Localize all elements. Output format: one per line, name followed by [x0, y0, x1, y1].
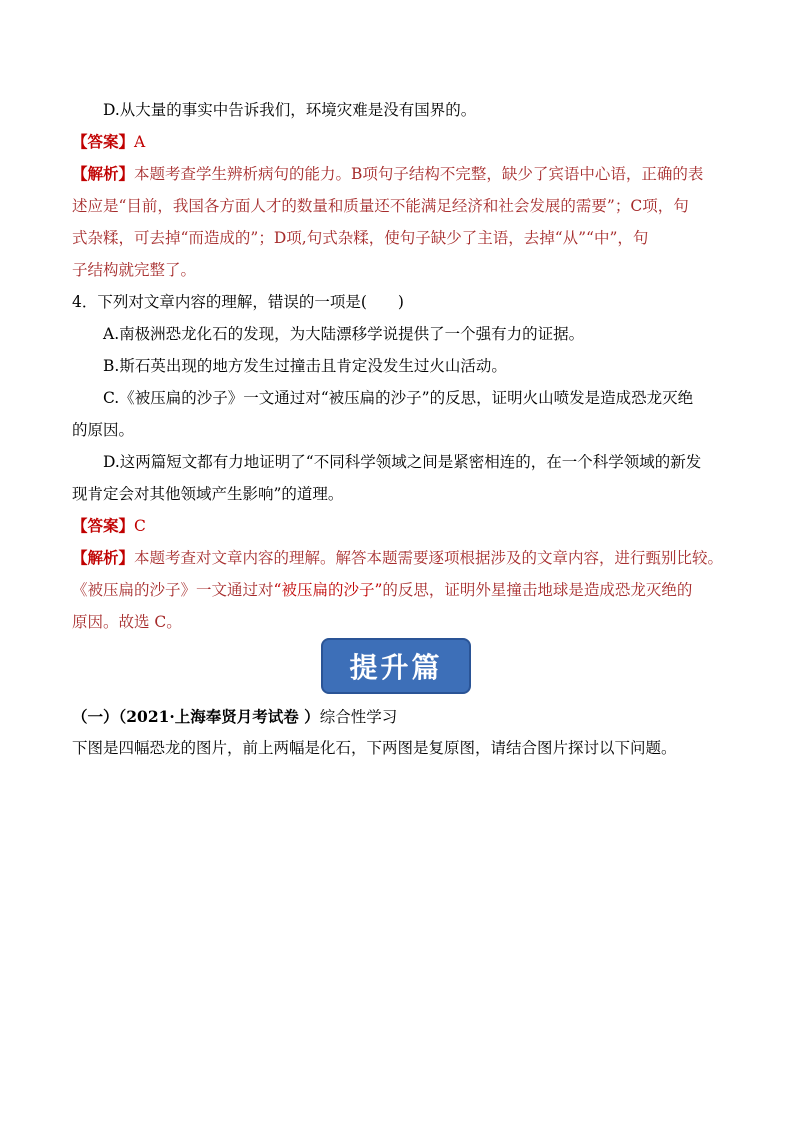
answer-value: A: [134, 133, 146, 151]
q4-option-c-line-2: 的原因。: [72, 421, 135, 439]
q3-answer: [72, 132, 732, 152]
q4-option-d-line-1: D.这两篇短文都有力地证明了“不同科学领域之间是紧密相连的，在一个科学领域的新发: [103, 453, 702, 471]
section-title-badge: 提升篇: [321, 638, 471, 694]
answer-label: 【答案】: [72, 516, 135, 535]
q4-analysis-line-1: 【解析】本题考查对文章内容的理解。解答本题需要逐项根据涉及的文章内容，进行甄别比较。: [72, 548, 724, 567]
q4-analysis-line-2: 《被压扁的沙子》一文通过对“被压扁的沙子”的反思，证明外星撞击地球是造成恐龙灭绝的: [72, 581, 693, 599]
q4-option-d-line-2: 现肯定会对其他领域产生影响”的道理。: [72, 485, 344, 503]
part1-heading: （一）（2021·上海奉贤月考试卷 ）综合性学习: [72, 707, 398, 726]
analysis-label: 【解析】: [72, 548, 135, 567]
q3-option-d: D.从大量的事实中告诉我们，环境灾难是没有国界的。: [103, 101, 477, 119]
answer-value: C: [134, 517, 146, 535]
q3-analysis-line-4: 子结构就完整了。: [72, 261, 197, 279]
q3-analysis-line-1: 【解析】本题考查学生辨析病句的能力。B项句子结构不完整，缺少了宾语中心语，正确的表: [72, 164, 704, 183]
q4-answer: [72, 516, 732, 536]
analysis-label: 【解析】: [72, 164, 135, 183]
answer-label: 【答案】: [72, 132, 135, 151]
q4-option-c-line-1: C.《被压扁的沙子》一文通过对“被压扁的沙子”的反思，证明火山喷发是造成恐龙灭绝: [103, 389, 694, 407]
q4-stem: 4．下列对文章内容的理解，错误的一项是( ): [72, 293, 404, 311]
q4-option-a: A.南极洲恐龙化石的发现，为大陆漂移学说提供了一个强有力的证据。: [103, 325, 585, 343]
q3-analysis-line-3: 式杂糅，可去掉“而造成的”；D项,句式杂糅，使句子缺少了主语，去掉“从”“中”，句: [72, 229, 649, 247]
q4-analysis-line-3: 原因。故选 C。: [72, 613, 182, 631]
q4-option-b: B.斯石英出现的地方发生过撞击且肯定没发生过火山活动。: [103, 357, 507, 375]
part1-intro: 下图是四幅恐龙的图片，前上两幅是化石，下两图是复原图，请结合图片探讨以下问题。: [72, 739, 677, 757]
q3-analysis-line-2: 述应是“目前，我国各方面人才的数量和质量还不能满足经济和社会发展的需要”；C项，句: [72, 197, 689, 215]
